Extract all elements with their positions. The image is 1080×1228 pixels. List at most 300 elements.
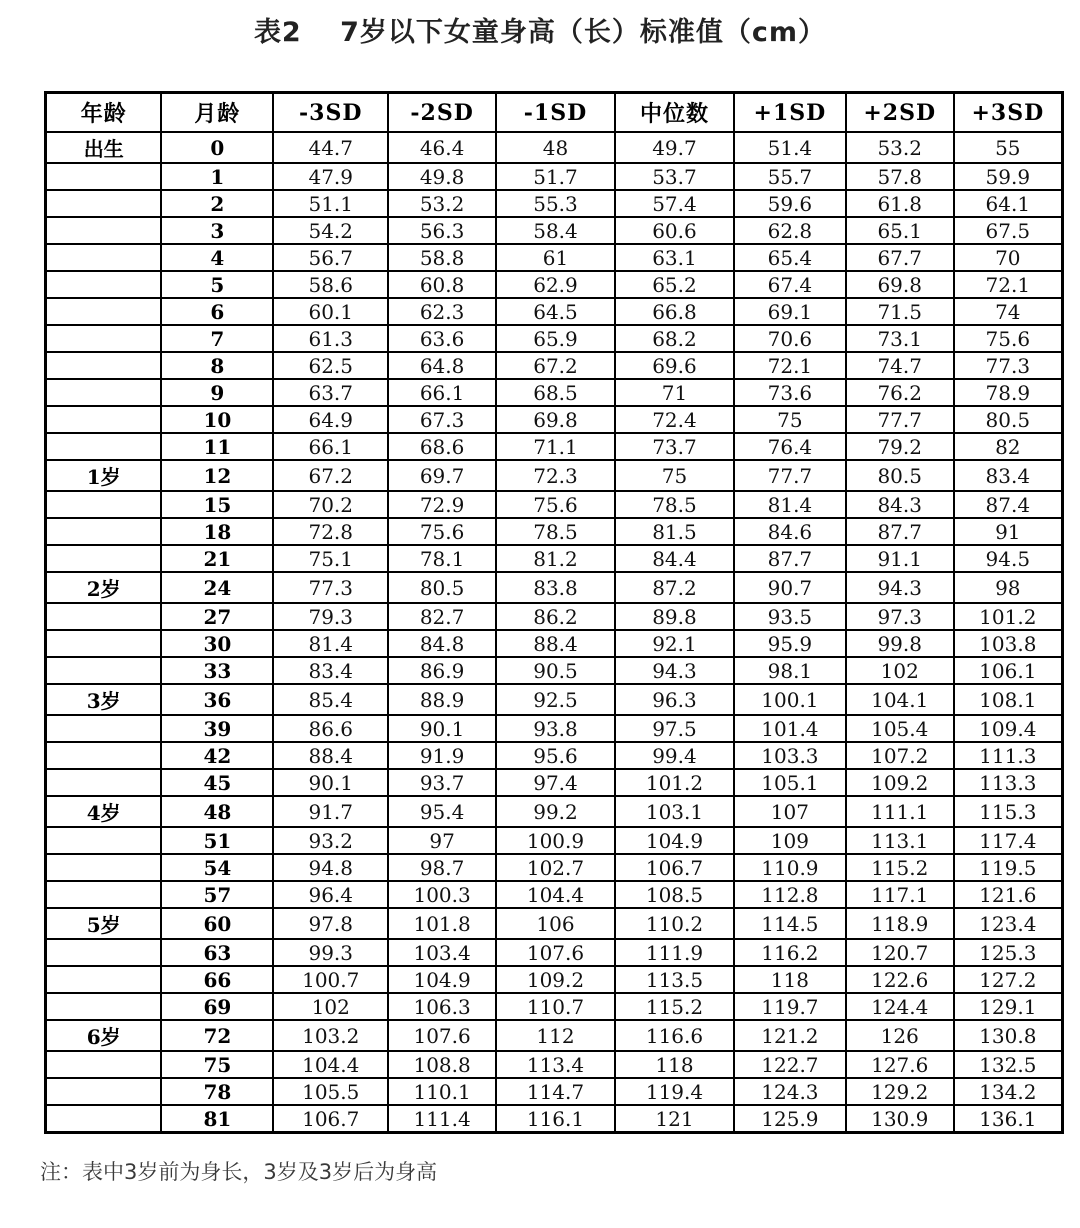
height-value-cell: 94.3 [846,572,954,603]
table-row [46,854,1063,881]
height-value-cell: 132.5 [954,1051,1063,1078]
age-label-cell [46,244,162,271]
height-value-cell: 62.3 [388,298,496,325]
month-age-cell: 3 [161,217,273,244]
table-row [46,325,1063,352]
height-value-cell: 51.7 [496,163,615,190]
height-value-cell: 66.1 [388,379,496,406]
table-row [46,352,1063,379]
month-age-cell: 36 [161,684,273,715]
height-value-cell: 70 [954,244,1063,271]
height-value-cell: 83.4 [954,460,1063,491]
height-value-cell: 60.6 [615,217,734,244]
column-header-2: -3SD [273,93,388,133]
height-value-cell: 58.4 [496,217,615,244]
height-value-cell: 81.4 [273,630,388,657]
age-label-cell [46,298,162,325]
table-row [46,796,1063,827]
height-value-cell: 118 [615,1051,734,1078]
height-value-cell: 90.1 [388,715,496,742]
height-value-cell: 125.3 [954,939,1063,966]
height-value-cell: 104.1 [846,684,954,715]
height-value-cell: 95.6 [496,742,615,769]
table-row [46,769,1063,796]
table-row [46,518,1063,545]
height-value-cell: 90.1 [273,769,388,796]
height-value-cell: 67.5 [954,217,1063,244]
month-age-cell: 33 [161,657,273,684]
height-value-cell: 108.1 [954,684,1063,715]
age-label-cell [46,881,162,908]
height-value-cell: 123.4 [954,908,1063,939]
table-row [46,190,1063,217]
height-value-cell: 97.3 [846,603,954,630]
height-value-cell: 77.7 [734,460,846,491]
month-age-cell: 78 [161,1078,273,1105]
height-value-cell: 92.5 [496,684,615,715]
height-value-cell: 113.4 [496,1051,615,1078]
month-age-cell: 4 [161,244,273,271]
height-value-cell: 106.1 [954,657,1063,684]
height-value-cell: 111.4 [388,1105,496,1133]
height-value-cell: 122.6 [846,966,954,993]
month-age-cell: 63 [161,939,273,966]
age-label-cell [46,1078,162,1105]
height-value-cell: 62.8 [734,217,846,244]
height-value-cell: 117.1 [846,881,954,908]
height-value-cell: 71 [615,379,734,406]
height-value-cell: 77.3 [954,352,1063,379]
height-value-cell: 112.8 [734,881,846,908]
height-value-cell: 94.5 [954,545,1063,572]
height-value-cell: 72.3 [496,460,615,491]
table-row [46,298,1063,325]
height-value-cell: 89.8 [615,603,734,630]
table-row [46,881,1063,908]
month-age-cell: 81 [161,1105,273,1133]
table-row [46,684,1063,715]
height-value-cell: 121 [615,1105,734,1133]
height-value-cell: 130.8 [954,1020,1063,1051]
height-value-cell: 107.6 [496,939,615,966]
table-row [46,742,1063,769]
height-value-cell: 113.3 [954,769,1063,796]
month-age-cell: 27 [161,603,273,630]
height-value-cell: 122.7 [734,1051,846,1078]
table-row [46,715,1063,742]
age-label-cell: 5岁 [46,908,162,939]
height-value-cell: 105.4 [846,715,954,742]
height-value-cell: 53.2 [388,190,496,217]
age-label-cell [46,518,162,545]
month-age-cell: 6 [161,298,273,325]
column-header-5: 中位数 [615,93,734,133]
height-value-cell: 111.1 [846,796,954,827]
age-label-cell [46,163,162,190]
height-value-cell: 102 [273,993,388,1020]
table-row [46,572,1063,603]
month-age-cell: 57 [161,881,273,908]
height-value-cell: 82.7 [388,603,496,630]
month-age-cell: 7 [161,325,273,352]
height-value-cell: 90.7 [734,572,846,603]
height-value-cell: 115.2 [846,854,954,881]
header-row [46,93,1063,133]
height-value-cell: 80.5 [954,406,1063,433]
height-value-cell: 120.7 [846,939,954,966]
height-value-cell: 44.7 [273,132,388,163]
height-value-cell: 104.4 [496,881,615,908]
age-label-cell [46,217,162,244]
month-age-cell: 72 [161,1020,273,1051]
height-value-cell: 91.9 [388,742,496,769]
height-value-cell: 107.2 [846,742,954,769]
height-value-cell: 97 [388,827,496,854]
age-label-cell: 2岁 [46,572,162,603]
height-value-cell: 87.7 [846,518,954,545]
height-value-cell: 78.5 [615,491,734,518]
height-value-cell: 106.7 [273,1105,388,1133]
age-label-cell: 6岁 [46,1020,162,1051]
height-value-cell: 124.3 [734,1078,846,1105]
height-value-cell: 109 [734,827,846,854]
height-value-cell: 86.2 [496,603,615,630]
height-value-cell: 110.1 [388,1078,496,1105]
height-value-cell: 101.8 [388,908,496,939]
height-value-cell: 109.2 [846,769,954,796]
height-value-cell: 81.4 [734,491,846,518]
table-row [46,460,1063,491]
height-value-cell: 97.8 [273,908,388,939]
table-row [46,379,1063,406]
height-value-cell: 80.5 [388,572,496,603]
height-value-cell: 127.6 [846,1051,954,1078]
height-value-cell: 110.9 [734,854,846,881]
age-label-cell [46,854,162,881]
age-label-cell [46,603,162,630]
month-age-cell: 1 [161,163,273,190]
month-age-cell: 0 [161,132,273,163]
age-label-cell [46,630,162,657]
age-label-cell [46,406,162,433]
height-value-cell: 46.4 [388,132,496,163]
height-value-cell: 62.9 [496,271,615,298]
height-value-cell: 109.4 [954,715,1063,742]
age-label-cell [46,966,162,993]
height-value-cell: 98.1 [734,657,846,684]
height-value-cell: 72.4 [615,406,734,433]
table-row [46,993,1063,1020]
height-value-cell: 110.7 [496,993,615,1020]
table-body [46,132,1063,1133]
height-value-cell: 106.3 [388,993,496,1020]
height-value-cell: 69.7 [388,460,496,491]
height-value-cell: 67.3 [388,406,496,433]
month-age-cell: 75 [161,1051,273,1078]
height-value-cell: 124.4 [846,993,954,1020]
height-value-cell: 105.5 [273,1078,388,1105]
height-value-cell: 78.1 [388,545,496,572]
height-value-cell: 65.1 [846,217,954,244]
height-value-cell: 100.3 [388,881,496,908]
month-age-cell: 39 [161,715,273,742]
height-value-cell: 103.4 [388,939,496,966]
height-value-cell: 105.1 [734,769,846,796]
column-header-3: -2SD [388,93,496,133]
height-value-cell: 113.5 [615,966,734,993]
height-value-cell: 84.4 [615,545,734,572]
height-value-cell: 99.8 [846,630,954,657]
month-age-cell: 8 [161,352,273,379]
table-row [46,603,1063,630]
height-value-cell: 69.8 [496,406,615,433]
height-value-cell: 69.1 [734,298,846,325]
height-value-cell: 99.2 [496,796,615,827]
height-value-cell: 93.8 [496,715,615,742]
age-label-cell [46,491,162,518]
height-value-cell: 74 [954,298,1063,325]
table-row [46,1105,1063,1133]
height-value-cell: 93.7 [388,769,496,796]
height-value-cell: 63.7 [273,379,388,406]
height-value-cell: 112 [496,1020,615,1051]
height-value-cell: 48 [496,132,615,163]
height-value-cell: 136.1 [954,1105,1063,1133]
height-value-cell: 62.5 [273,352,388,379]
height-value-cell: 81.2 [496,545,615,572]
table-row [46,491,1063,518]
height-value-cell: 104.4 [273,1051,388,1078]
age-label-cell [46,742,162,769]
height-value-cell: 82 [954,433,1063,460]
height-value-cell: 91.7 [273,796,388,827]
height-value-cell: 99.3 [273,939,388,966]
height-value-cell: 90.5 [496,657,615,684]
height-value-cell: 72.1 [734,352,846,379]
height-value-cell: 61.8 [846,190,954,217]
column-header-0: 年龄 [46,93,162,133]
height-value-cell: 75.6 [388,518,496,545]
height-value-cell: 76.4 [734,433,846,460]
height-value-cell: 111.3 [954,742,1063,769]
table-row [46,1078,1063,1105]
height-value-cell: 119.5 [954,854,1063,881]
height-value-cell: 55 [954,132,1063,163]
age-label-cell [46,1051,162,1078]
height-value-cell: 121.2 [734,1020,846,1051]
age-label-cell [46,657,162,684]
height-value-cell: 102 [846,657,954,684]
height-value-cell: 68.2 [615,325,734,352]
month-age-cell: 42 [161,742,273,769]
month-age-cell: 2 [161,190,273,217]
age-label-cell [46,271,162,298]
height-value-cell: 71.5 [846,298,954,325]
height-value-cell: 107.6 [388,1020,496,1051]
month-age-cell: 24 [161,572,273,603]
height-value-cell: 127.2 [954,966,1063,993]
height-value-cell: 58.8 [388,244,496,271]
age-label-cell [46,190,162,217]
height-value-cell: 72.8 [273,518,388,545]
age-label-cell: 4岁 [46,796,162,827]
month-age-cell: 51 [161,827,273,854]
height-value-cell: 106 [496,908,615,939]
age-label-cell [46,827,162,854]
height-value-cell: 53.2 [846,132,954,163]
height-value-cell: 84.8 [388,630,496,657]
height-value-cell: 125.9 [734,1105,846,1133]
height-value-cell: 75.6 [954,325,1063,352]
height-value-cell: 98 [954,572,1063,603]
height-value-cell: 77.7 [846,406,954,433]
month-age-cell: 54 [161,854,273,881]
height-value-cell: 96.3 [615,684,734,715]
height-value-cell: 73.7 [615,433,734,460]
height-value-cell: 114.7 [496,1078,615,1105]
month-age-cell: 60 [161,908,273,939]
height-value-cell: 66.8 [615,298,734,325]
height-value-cell: 88.9 [388,684,496,715]
height-value-cell: 113.1 [846,827,954,854]
height-value-cell: 104.9 [388,966,496,993]
table-row [46,271,1063,298]
height-value-cell: 64.1 [954,190,1063,217]
height-value-cell: 61.3 [273,325,388,352]
height-value-cell: 54.2 [273,217,388,244]
height-value-cell: 53.7 [615,163,734,190]
height-value-cell: 64.5 [496,298,615,325]
height-value-cell: 92.1 [615,630,734,657]
height-value-cell: 49.7 [615,132,734,163]
height-value-cell: 81.5 [615,518,734,545]
height-value-cell: 95.4 [388,796,496,827]
month-age-cell: 15 [161,491,273,518]
height-value-cell: 110.2 [615,908,734,939]
height-value-cell: 71.1 [496,433,615,460]
table-row [46,827,1063,854]
height-value-cell: 72.1 [954,271,1063,298]
height-value-cell: 117.4 [954,827,1063,854]
month-age-cell: 21 [161,545,273,572]
height-value-cell: 55.3 [496,190,615,217]
height-value-cell: 111.9 [615,939,734,966]
age-label-cell: 出生 [46,132,162,163]
height-value-cell: 119.4 [615,1078,734,1105]
height-value-cell: 129.1 [954,993,1063,1020]
height-value-cell: 91.1 [846,545,954,572]
height-value-cell: 67.4 [734,271,846,298]
height-value-cell: 75 [734,406,846,433]
height-value-cell: 103.3 [734,742,846,769]
table-row [46,244,1063,271]
height-value-cell: 107 [734,796,846,827]
height-value-cell: 75.6 [496,491,615,518]
height-value-cell: 80.5 [846,460,954,491]
height-value-cell: 75.1 [273,545,388,572]
height-value-cell: 47.9 [273,163,388,190]
table-row [46,217,1063,244]
height-value-cell: 100.9 [496,827,615,854]
height-value-cell: 121.6 [954,881,1063,908]
height-value-cell: 69.6 [615,352,734,379]
height-value-cell: 58.6 [273,271,388,298]
height-value-cell: 88.4 [273,742,388,769]
column-header-1: 月龄 [161,93,273,133]
height-value-cell: 103.2 [273,1020,388,1051]
height-value-cell: 67.2 [496,352,615,379]
height-value-cell: 77.3 [273,572,388,603]
height-value-cell: 70.2 [273,491,388,518]
height-value-cell: 96.4 [273,881,388,908]
month-age-cell: 45 [161,769,273,796]
height-value-cell: 70.6 [734,325,846,352]
height-value-cell: 97.5 [615,715,734,742]
table-row [46,1051,1063,1078]
month-age-cell: 18 [161,518,273,545]
month-age-cell: 9 [161,379,273,406]
height-value-cell: 67.7 [846,244,954,271]
height-value-cell: 86.9 [388,657,496,684]
height-value-cell: 103.8 [954,630,1063,657]
height-value-cell: 61 [496,244,615,271]
height-value-cell: 49.8 [388,163,496,190]
height-value-cell: 85.4 [273,684,388,715]
height-value-cell: 56.3 [388,217,496,244]
height-value-cell: 119.7 [734,993,846,1020]
age-label-cell [46,715,162,742]
month-age-cell: 11 [161,433,273,460]
age-label-cell: 3岁 [46,684,162,715]
height-value-cell: 79.3 [273,603,388,630]
height-value-cell: 108.5 [615,881,734,908]
height-value-cell: 64.8 [388,352,496,379]
height-value-cell: 63.6 [388,325,496,352]
height-value-cell: 59.6 [734,190,846,217]
height-value-cell: 68.6 [388,433,496,460]
height-value-cell: 67.2 [273,460,388,491]
age-label-cell [46,1105,162,1133]
age-label-cell [46,939,162,966]
height-value-cell: 64.9 [273,406,388,433]
table-title: 表2 7岁以下女童身高（长）标准值（cm） [253,17,827,48]
table-row [46,939,1063,966]
age-label-cell [46,769,162,796]
height-value-cell: 69.8 [846,271,954,298]
month-age-cell: 12 [161,460,273,491]
age-label-cell [46,325,162,352]
height-value-cell: 106.7 [615,854,734,881]
height-value-cell: 57.8 [846,163,954,190]
height-value-cell: 59.9 [954,163,1063,190]
height-value-cell: 98.7 [388,854,496,881]
column-header-8: +3SD [954,93,1063,133]
table-row [46,908,1063,939]
height-value-cell: 94.8 [273,854,388,881]
height-value-cell: 88.4 [496,630,615,657]
height-value-cell: 100.1 [734,684,846,715]
height-value-cell: 78.9 [954,379,1063,406]
age-label-cell: 1岁 [46,460,162,491]
height-value-cell: 130.9 [846,1105,954,1133]
height-value-cell: 109.2 [496,966,615,993]
height-value-cell: 95.9 [734,630,846,657]
height-value-cell: 87.2 [615,572,734,603]
height-value-cell: 84.6 [734,518,846,545]
month-age-cell: 66 [161,966,273,993]
height-value-cell: 65.9 [496,325,615,352]
height-value-cell: 65.2 [615,271,734,298]
